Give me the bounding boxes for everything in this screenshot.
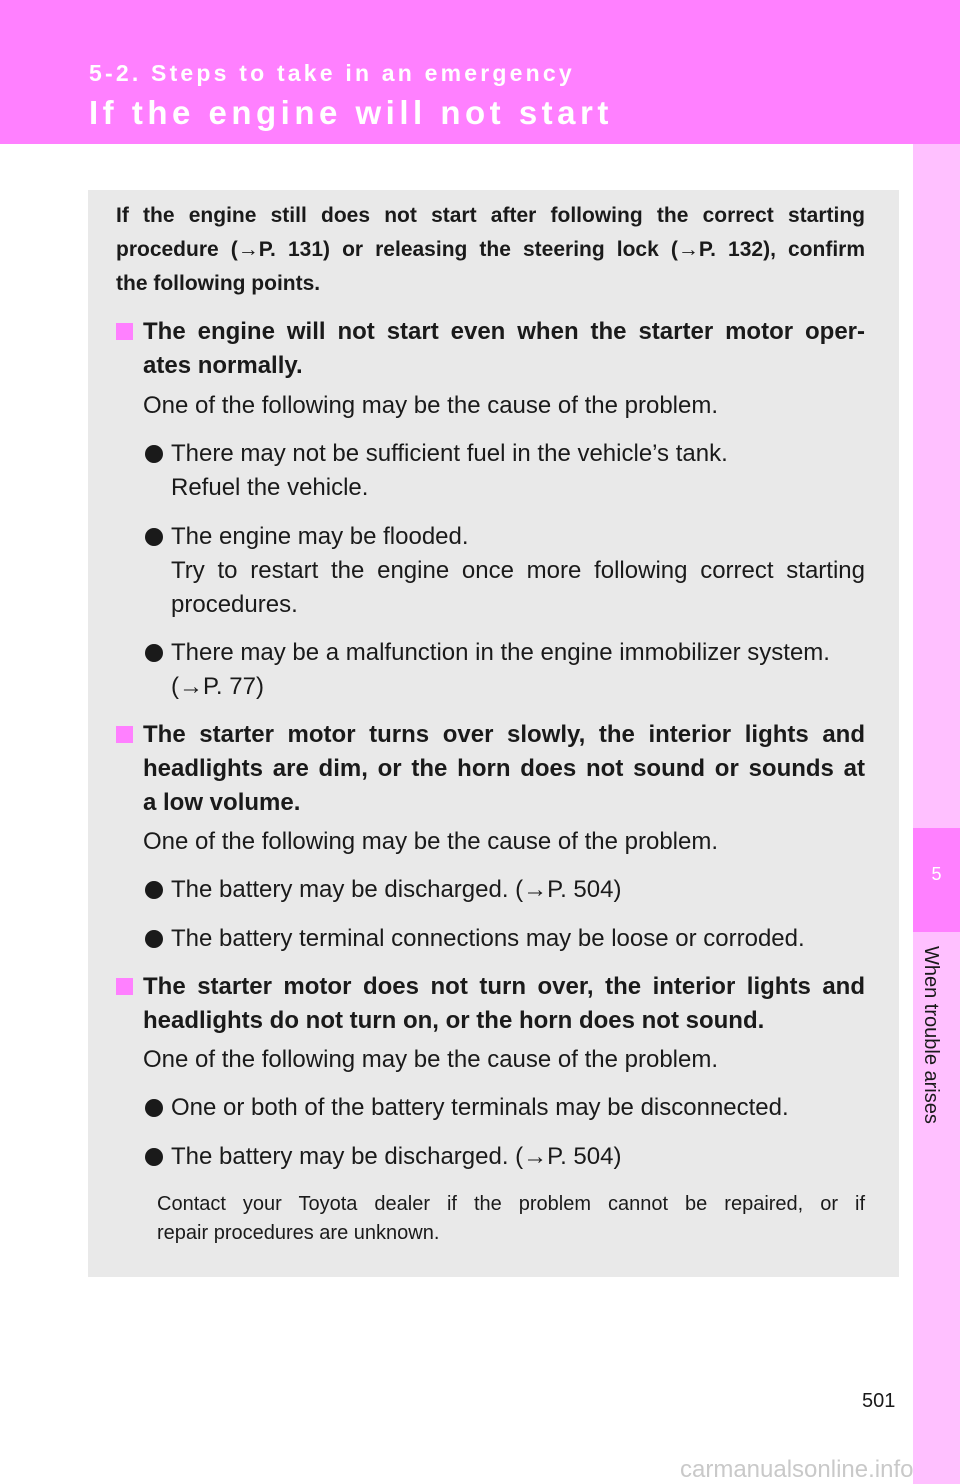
page-number: 501 [862, 1390, 896, 1412]
section-label: 5-2. Steps to take in an emergency [89, 60, 575, 86]
bullet-icon [145, 930, 163, 948]
section-lead: One of the following may be the cause of the problem. [143, 1046, 719, 1073]
list-item: The engine may be flooded. [171, 523, 469, 550]
section-heading: The starter motor does not turn over, the interior lights and [143, 973, 865, 1000]
section-heading: headlights are dim, or the horn does not sound or sounds at [143, 755, 865, 782]
intro-line: If the engine still does not start after following the correct starting [116, 204, 865, 227]
note-text: repair procedures are unknown. [157, 1222, 440, 1244]
section-marker-icon [116, 323, 133, 340]
list-item: One or both of the battery terminals may be disconnected. [171, 1094, 789, 1121]
section-heading: The starter motor turns over slowly, the interior lights and [143, 721, 865, 748]
list-item-detail: Refuel the vehicle. [171, 474, 369, 501]
list-item: The battery terminal connections may be loose or corroded. [171, 925, 805, 952]
intro-line: procedure (→P. 131) or releasing the steering lock (→P. 132), confirm [116, 238, 865, 261]
section-marker-icon [116, 978, 133, 995]
section-heading: ates normally. [143, 352, 303, 379]
bullet-icon [145, 1148, 163, 1166]
list-item: The battery may be discharged. (→P. 504) [171, 876, 622, 903]
list-item: There may be a malfunction in the engine immobilizer system. [171, 639, 830, 666]
side-strip [913, 144, 960, 1484]
list-item: The battery may be discharged. (→P. 504) [171, 1143, 622, 1170]
list-item-detail: procedures. [171, 591, 298, 618]
section-heading: a low volume. [143, 789, 301, 816]
watermark: carmanualsonline.info [680, 1456, 914, 1483]
section-heading: headlights do not turn on, or the horn does not sound. [143, 1007, 765, 1034]
section-lead: One of the following may be the cause of the problem. [143, 828, 719, 855]
section-heading: The engine will not start even when the starter motor oper- [143, 318, 865, 345]
page-title: If the engine will not start [89, 94, 613, 131]
page-reference: (→P. 77) [171, 673, 264, 700]
note-text: Contact your Toyota dealer if the problem cannot be repaired, or if [157, 1193, 865, 1215]
section-lead: One of the following may be the cause of the problem. [143, 392, 719, 419]
chapter-title: When trouble arises [920, 946, 942, 1124]
bullet-icon [145, 528, 163, 546]
intro-line: the following points. [116, 272, 321, 295]
bullet-icon [145, 881, 163, 899]
chapter-number: 5 [931, 864, 942, 884]
list-item: There may not be sufficient fuel in the vehicle’s tank. [171, 440, 728, 467]
bullet-icon [145, 1099, 163, 1117]
list-item-detail: Try to restart the engine once more following correct starting [171, 557, 865, 584]
bullet-icon [145, 644, 163, 662]
section-marker-icon [116, 726, 133, 743]
bullet-icon [145, 445, 163, 463]
